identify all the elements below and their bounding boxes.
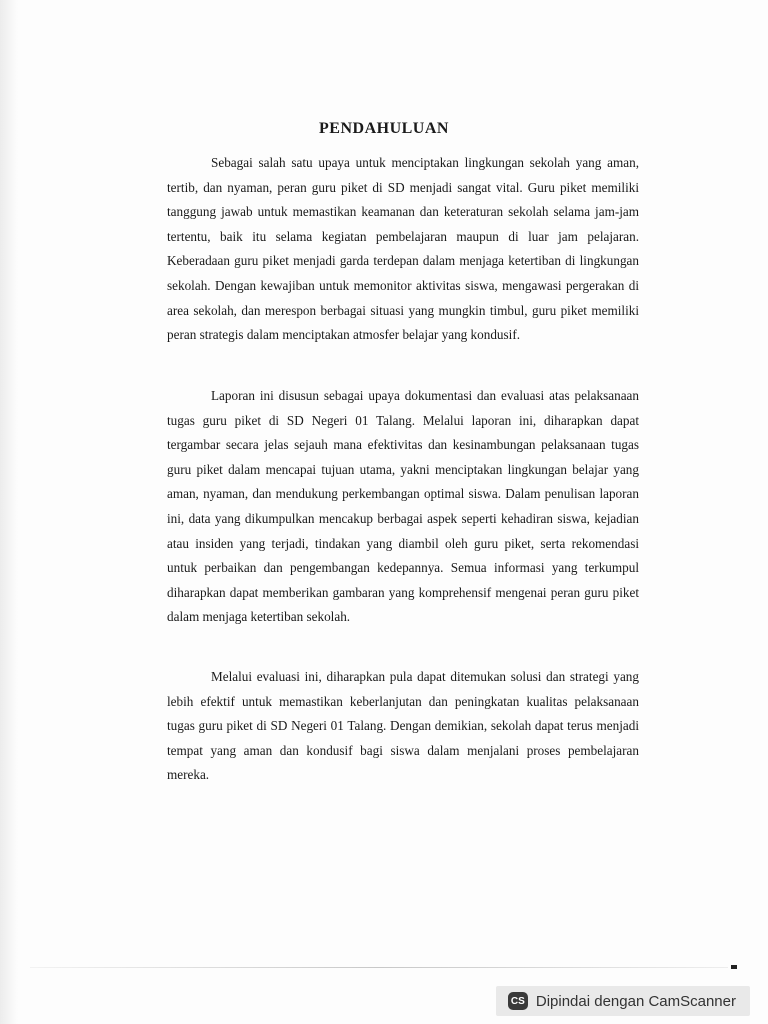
scan-edge-shadow — [0, 0, 18, 1024]
paragraph-3: Melalui evaluasi ini, diharapkan pula dapat ditemukan solusi dan strategi yang lebih efektif untuk memastikan keberlanjutan dan peningkatan kualitas pelaksanaan tugas guru piket di SD Negeri 01 Talang. Dengan demikian, sekolah dapat terus menjadi tempat yang aman dan kondusif bagi siswa dalam menjalani proses pembelajaran mereka. — [167, 669, 639, 783]
page-title: PENDAHULUAN — [319, 120, 449, 137]
camscanner-label: Dipindai dengan CamScanner — [535, 992, 736, 1010]
paragraph-1: Sebagai salah satu upaya untuk menciptakan lingkungan sekolah yang aman, tertib, dan nyaman, peran guru piket di SD menjadi sangat vital. Guru piket memiliki tanggung jawab untuk memastikan keamanan dan keteraturan sekolah selama jam-jam tertentu, baik itu selama kegiatan pembelajaran maupun di luar jam pelajaran. Keberadaan guru piket menjadi garda terdepan dalam menjaga ketertiban di lingkungan sekolah. Dengan kewajiban untuk memonitor aktivitas siswa, mengawasi pergerakan di area sekolah, dan merespon berbagai situasi yang mungkin timbul, guru piket memiliki peran strategis dalam menciptakan atmosfer belajar yang kondusif. — [167, 155, 639, 343]
scan-bottom-edge — [30, 967, 728, 968]
camscanner-watermark — [496, 986, 750, 1016]
camscanner-logo-icon: CS — [508, 992, 528, 1010]
scan-corner-mark — [731, 965, 737, 969]
paragraph-2: Laporan ini disusun sebagai upaya dokumentasi dan evaluasi atas pelaksanaan tugas guru piket di SD Negeri 01 Talang. Melalui laporan ini, diharapkan dapat tergambar secara jelas sejauh mana efektivitas dan kesinambungan pelaksanaan tugas guru piket dalam mencapai tujuan utama, yakni menciptakan lingkungan belajar yang aman, nyaman, dan mendukung perkembangan optimal siswa. Dalam penulisan laporan ini, data yang dikumpulkan mencakup berbagai aspek seperti kehadiran siswa, kejadian atau insiden yang terjadi, tindakan yang diambil oleh guru piket, serta rekomendasi untuk perbaikan dan pengembangan kedepannya. Semua informasi yang terkumpul diharapkan dapat memberikan gambaran yang komprehensif mengenai peran guru piket dalam menjaga ketertiban sekolah. — [167, 388, 639, 625]
